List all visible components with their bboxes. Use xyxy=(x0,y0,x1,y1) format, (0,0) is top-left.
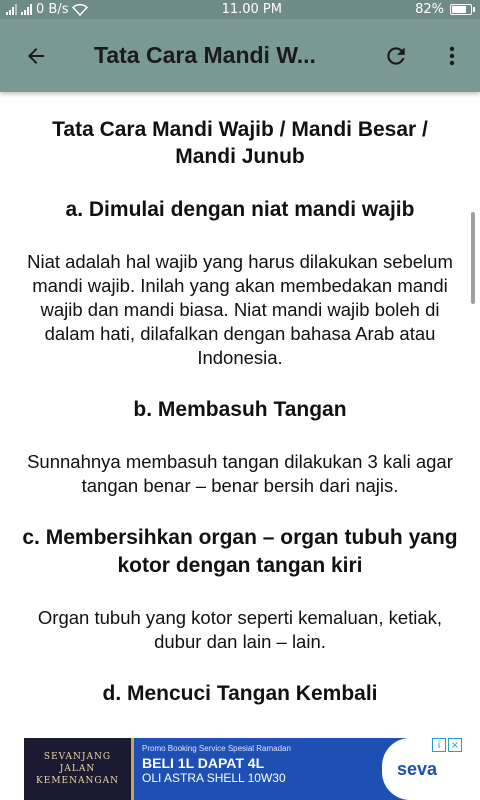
ad-campaign-line2: JALAN xyxy=(59,764,96,774)
app-title: Tata Cara Mandi W... xyxy=(94,42,316,68)
section-body: Organ tubuh yang kotor seperti kemaluan, ketiak, dubur dan lain – lain. xyxy=(37,607,443,652)
wifi-icon xyxy=(72,4,88,16)
article-content[interactable] xyxy=(0,92,480,712)
signal-icon xyxy=(6,4,17,15)
battery-icon xyxy=(450,4,472,15)
back-arrow-icon xyxy=(24,44,48,68)
status-left xyxy=(6,2,88,17)
signal-icon-secondary xyxy=(21,4,32,15)
more-vert-icon xyxy=(440,44,464,68)
ad-close-icon[interactable]: × xyxy=(448,738,462,752)
ad-campaign-line3: KEMENANGAN xyxy=(36,776,119,786)
ad-campaign-panel xyxy=(24,738,134,800)
ad-campaign-line1: SEVANJANG xyxy=(43,752,112,762)
network-speed: 0 B/s xyxy=(36,2,69,17)
section-body: Sunnahnya membasuh tangan dilakukan 3 kali agar tangan benar – benar bersih dari najis. xyxy=(27,451,453,496)
status-right xyxy=(415,2,472,17)
refresh-button[interactable] xyxy=(368,19,424,92)
refresh-icon xyxy=(383,43,409,69)
battery-percent: 82% xyxy=(415,2,444,17)
section-heading: b. Membasuh Tangan xyxy=(133,398,347,421)
section-body: Niat adalah hal wajib yang harus dilakukan sebelum mandi wajib. Inilah yang akan membedakan mandi wajib dan mandi biasa. Niat mandi wajib boleh di dalam hati, dilafalkan dengan bahasa Arab atau Indonesia. xyxy=(27,251,453,368)
ad-text xyxy=(134,738,382,800)
section-heading: d. Mencuci Tangan Kembali xyxy=(102,682,378,705)
status-bar xyxy=(0,0,480,19)
ad-choices xyxy=(432,738,462,752)
ad-banner[interactable] xyxy=(24,738,452,800)
article-title: Tata Cara Mandi Wajib / Mandi Besar / Mandi Junub xyxy=(52,118,428,168)
clock: 11.00 PM xyxy=(221,2,282,17)
ad-subline: OLI ASTRA SHELL 10W30 xyxy=(142,771,286,785)
section-heading: a. Dimulai dengan niat mandi wajib xyxy=(65,198,415,221)
ad-headline: BELI 1L DAPAT 4L xyxy=(142,755,265,771)
back-button[interactable] xyxy=(0,19,72,92)
ad-logo: seva xyxy=(382,738,452,800)
ad-area xyxy=(0,712,480,800)
app-bar xyxy=(0,19,480,92)
ad-promo: Promo Booking Service Spesial Ramadan xyxy=(142,744,291,753)
section-heading: c. Membersihkan organ – organ tubuh yang kotor dengan tangan kiri xyxy=(22,526,458,577)
ad-info-icon[interactable]: i xyxy=(432,738,446,752)
scrollbar-thumb[interactable] xyxy=(471,212,475,304)
overflow-menu-button[interactable] xyxy=(424,19,480,92)
